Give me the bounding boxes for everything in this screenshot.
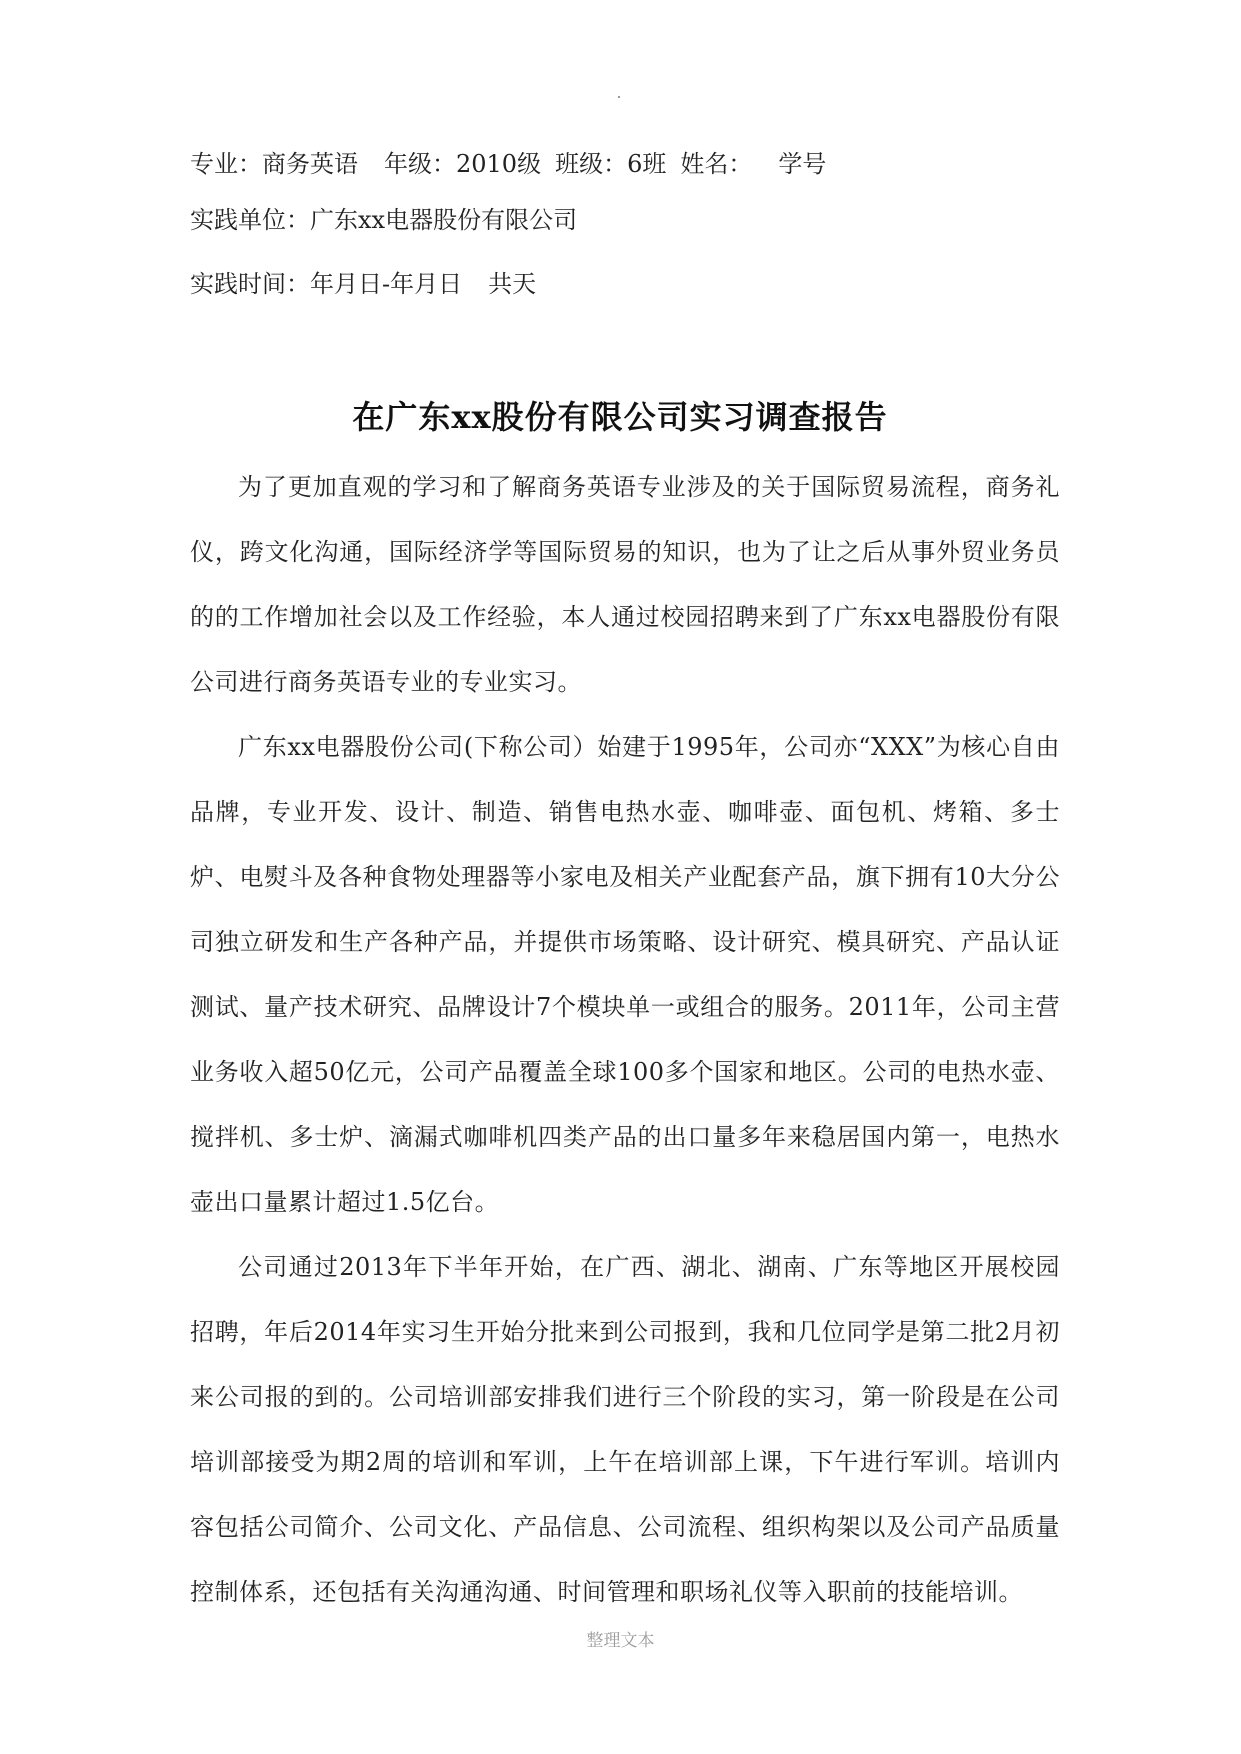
practice-days-field: 共天 [488, 270, 537, 298]
report-title: 在广东xx股份有限公司实习调查报告 [352, 398, 888, 436]
student-info-line [190, 148, 826, 180]
student-id-field: 学号 [778, 150, 827, 178]
paragraph-training: 公司通过2013年下半年开始，在广西、湖北、湖南、广东等地区开展校园招聘，年后2014年实习生开始分批来到公司报到，我和几位同学是第二批2月初来公司报的到的。公司培训部安排我们进行三个阶段的实习，第一阶段是在公司培训部接受为期2周的培训和军训，上午在培训部上课，下午进行军训。培训内容包括公司简介、公司文化、产品信息、公司流程、组织构架以及公司产品质量控制体系，还包括有关沟通沟通、时间管理和职场礼仪等入职前的技能培训。 [190, 1253, 1060, 1606]
class-field: 班级：6班 [555, 150, 667, 178]
paragraph-intro: 为了更加直观的学习和了解商务英语专业涉及的关于国际贸易流程，商务礼仪，跨文化沟通，国际经济学等国际贸易的知识，也为了让之后从事外贸业务员的的工作增加社会以及工作经验，本人通过校园招聘来到了广东xx电器股份有限公司进行商务英语专业的专业实习。 [190, 473, 1060, 696]
practice-time-line [190, 268, 536, 300]
major-field: 专业：商务英语 [190, 150, 358, 178]
page-footer: 整理文本 [586, 1631, 655, 1651]
paragraph-company: 广东xx电器股份公司(下称公司）始建于1995年，公司亦“XXX”为核心自由品牌，专业开发、设计、制造、销售电热水壶、咖啡壶、面包机、烤箱、多士炉、电熨斗及各种食物处理器等小家电及相关产业配套产品，旗下拥有10大分公司独立研发和生产各种产品，并提供市场策略、设计研究、模具研究、产品认证测试、量产技术研究、品牌设计7个模块单一或组合的服务。2011年，公司主营业务收入超50亿元，公司产品覆盖全球100多个国家和地区。公司的电热水壶、搅拌机、多士炉、滴漏式咖啡机四类产品的出口量多年来稳居国内第一，电热水壶出口量累计超过1.5亿台。 [190, 733, 1060, 1216]
practice-time-field: 实践时间：年月日-年月日 [190, 270, 463, 298]
report-body [190, 455, 1060, 1625]
page-mark [618, 96, 620, 98]
name-field: 姓名： [680, 150, 753, 178]
practice-unit-line: 实践单位：广东xx电器股份有限公司 [190, 206, 578, 234]
grade-field: 年级：2010级 [384, 150, 542, 178]
